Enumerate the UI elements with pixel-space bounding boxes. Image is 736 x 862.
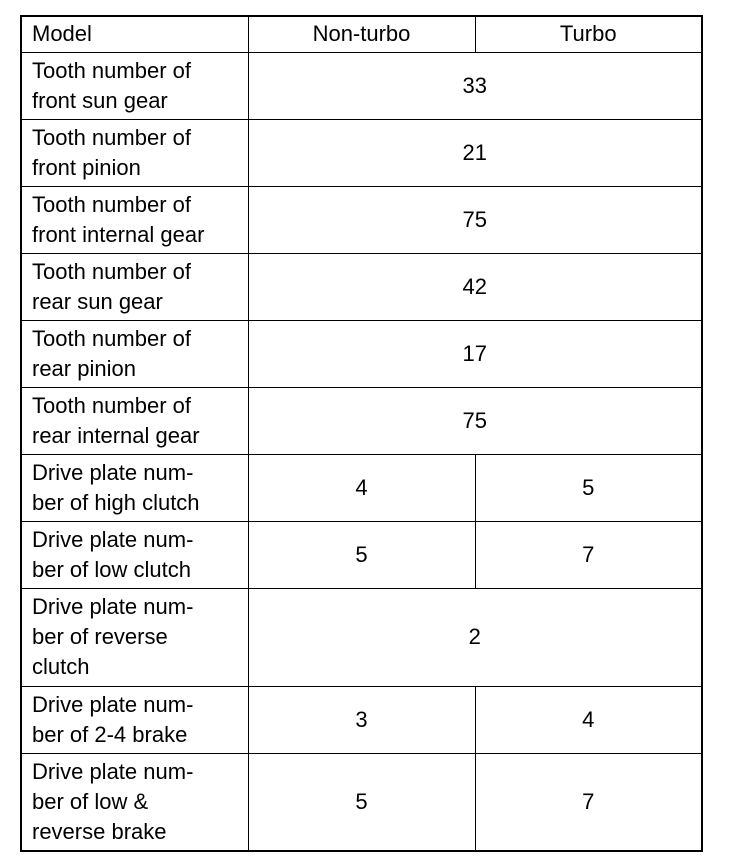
row-value-non-turbo: 5 (248, 521, 475, 588)
row-value-turbo: 5 (475, 454, 702, 521)
table-row (21, 521, 702, 588)
table-row (21, 119, 702, 186)
row-value-non-turbo: 5 (248, 753, 475, 851)
row-value-turbo: 7 (475, 521, 702, 588)
row-label: Tooth number of rear sun gear (21, 253, 248, 320)
row-label: Drive plate num- ber of low clutch (21, 521, 248, 588)
row-label: Tooth number of rear internal gear (21, 387, 248, 454)
table-row (21, 753, 702, 851)
table-row (21, 186, 702, 253)
table-row (21, 454, 702, 521)
header-row (21, 16, 702, 52)
row-value-turbo: 4 (475, 686, 702, 753)
row-value-turbo: 7 (475, 753, 702, 851)
header-turbo: Turbo (475, 16, 702, 52)
row-value-non-turbo: 3 (248, 686, 475, 753)
row-label: Drive plate num- ber of reverse clutch (21, 588, 248, 686)
row-label: Drive plate num- ber of 2-4 brake (21, 686, 248, 753)
row-value: 33 (248, 52, 702, 119)
header-non-turbo: Non-turbo (248, 16, 475, 52)
table-row (21, 320, 702, 387)
gear-specification-table (20, 15, 703, 852)
table-row (21, 52, 702, 119)
row-label: Tooth number of front sun gear (21, 52, 248, 119)
row-value: 42 (248, 253, 702, 320)
row-value: 2 (248, 588, 702, 686)
row-label: Tooth number of front pinion (21, 119, 248, 186)
row-value: 75 (248, 387, 702, 454)
row-value: 21 (248, 119, 702, 186)
table-row (21, 588, 702, 686)
row-label: Tooth number of rear pinion (21, 320, 248, 387)
row-value: 17 (248, 320, 702, 387)
row-value: 75 (248, 186, 702, 253)
row-label: Tooth number of front internal gear (21, 186, 248, 253)
header-model: Model (21, 16, 248, 52)
row-value-non-turbo: 4 (248, 454, 475, 521)
table-row (21, 387, 702, 454)
table-row (21, 253, 702, 320)
row-label: Drive plate num- ber of high clutch (21, 454, 248, 521)
table-row (21, 686, 702, 753)
row-label: Drive plate num- ber of low & reverse brake (21, 753, 248, 851)
